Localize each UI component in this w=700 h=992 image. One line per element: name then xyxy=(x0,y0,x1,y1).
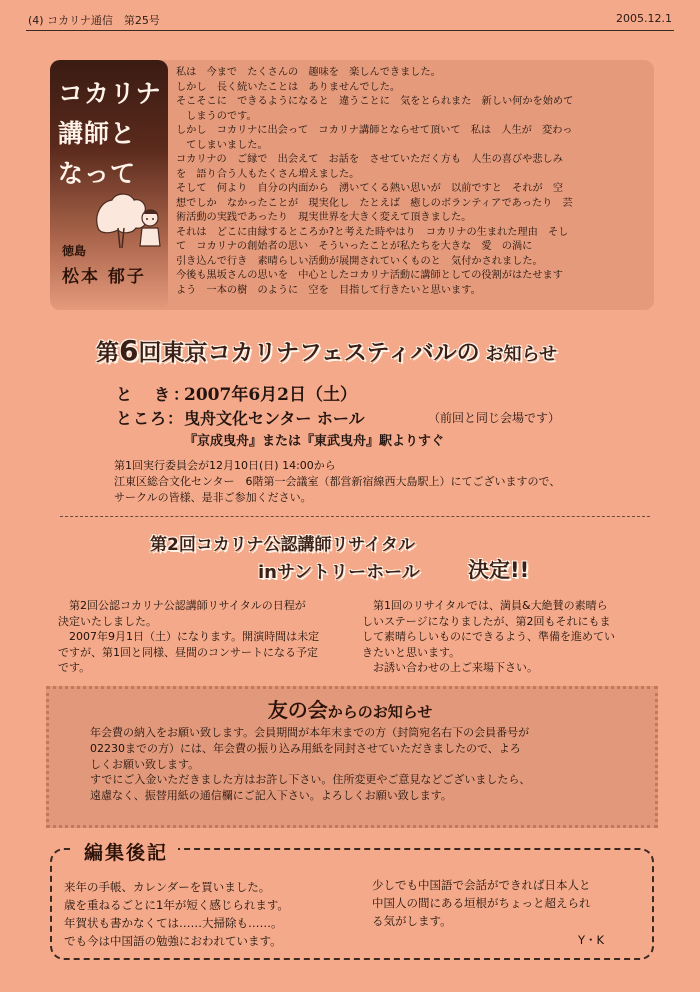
recital-left-column xyxy=(58,598,348,676)
friends-heading-main: 友の会 xyxy=(267,698,328,722)
editor-note-heading: 編集後記 xyxy=(74,838,178,865)
page-header-date: 2005.12.1 xyxy=(616,12,672,25)
essay-body xyxy=(176,66,648,298)
essay-title-line: コカリナ xyxy=(58,79,162,108)
essay-line: 私は 今まで たくさんの 趣味を 楽しんできました。 xyxy=(176,67,441,78)
committee-meeting-notice xyxy=(114,458,634,506)
recital-line: きたいと思います。 xyxy=(362,645,461,659)
recital-line: お誘い合わせの上ご来場下さい。 xyxy=(362,661,538,674)
editor-line: 少しでも中国語で会話ができれば日本人と xyxy=(372,878,591,892)
essay-title-line: 講師と xyxy=(58,119,137,148)
recital-right-column xyxy=(362,598,652,676)
friends-notice-heading xyxy=(0,694,700,723)
essay-title-line: なって xyxy=(58,159,137,188)
recital-line: ですが、第1回と同様、昼間のコンサートになる予定 xyxy=(58,645,318,659)
essay-title xyxy=(58,74,166,194)
essay-line: を 語り合う人もたくさん増えました。 xyxy=(176,168,360,180)
recital-heading: 第2回コカリナ公認講師リサイタル xyxy=(150,535,415,555)
editor-line: 年賀状も書かなくては……大掃除も……。 xyxy=(64,916,283,930)
friends-line: 02230までの方）には、年会費の振り込み用紙を同封させていただきましたので、よろ xyxy=(90,741,521,755)
essay-line: しまうのです。 xyxy=(176,110,257,122)
recital-line: しいステージになりましたが、第2回もそれにもま xyxy=(362,614,611,628)
essay-line: 今後も黒坂さんの思いを 中心としたコカリナ活動に講師としての役割がはたせます xyxy=(176,270,563,281)
essay-line: それは どこに由縁するところか?と考えた時やはり コカリナの生まれた理由 そし xyxy=(176,226,569,238)
recital-line: 2007年9月1日（土）になります。開演時間は未定 xyxy=(58,630,320,643)
recital-line: です。 xyxy=(58,661,91,674)
recital-line: 第1回のリサイタルでは、満員&大絶賛の素晴ら xyxy=(362,599,608,612)
child-with-tree-illustration xyxy=(92,188,168,254)
friends-line: 遠慮なく、振替用紙の通信欄にご記入下さい。よろしくお願い致します。 xyxy=(90,789,452,803)
meeting-line: 第1回実行委員会が12月10日(日) 14:00から xyxy=(114,459,336,472)
friends-line: すでにご入金いただきました方はお許し下さい。住所変更やご意見などございましたら、 xyxy=(90,773,531,787)
meeting-line: 江東区総合文化センター 6階第一会議室（都営新宿線西大島駅上）にてございますので、 xyxy=(114,475,561,488)
essay-line: てしまいました。 xyxy=(176,139,268,151)
author-name: 松本 郁子 xyxy=(62,267,146,287)
essay-line: そこそこに できるようになると 違うことに 気をとられまた 新しい何かを始めて xyxy=(176,96,574,107)
festival-heading xyxy=(96,334,557,367)
meeting-line: サークルの皆様、是非ご参加ください。 xyxy=(114,491,312,504)
header-divider xyxy=(26,30,674,31)
editor-line: 中国人の間にある垣根がちょっと超えられ xyxy=(372,896,591,910)
page-header-issue: (4) コカリナ通信 第25号 xyxy=(28,14,160,27)
essay-line: しかし 長く続いたことは ありませんでした。 xyxy=(176,81,401,93)
essay-line: 想でしか なかったことが 現実化し たとえば 癒しのボランティアであったり 芸 xyxy=(176,197,573,209)
event-date-label: と き： xyxy=(116,385,193,404)
editor-signature: Y・K xyxy=(578,933,605,947)
essay-line: そして 何より 自分の内面から 湧いてくる熱い思いが 以前ですと それが 空 xyxy=(176,183,564,194)
event-place-label: ところ： xyxy=(116,409,185,428)
essay-line: 術活動の実践であったり 現実世界を大きく変えて頂きました。 xyxy=(176,212,472,223)
editor-line: でも今は中国語の勉強におわれています。 xyxy=(64,934,282,948)
friends-heading-tail: からのお知らせ xyxy=(327,703,433,721)
recital-line: 第2回公認コカリナ公認講師リサイタルの日程が xyxy=(58,599,306,612)
friends-notice-body xyxy=(90,725,630,804)
festival-heading-tail: お知らせ xyxy=(485,344,558,365)
festival-heading-pre: 第 xyxy=(96,340,119,366)
event-place: 曳舟文化センター ホール xyxy=(184,409,365,428)
event-date: 2007年6月2日（土） xyxy=(184,385,357,405)
event-access: 『京成曳舟』または『東武曳舟』駅よりすぐ xyxy=(184,434,445,449)
recital-line: 決定いたしました。 xyxy=(58,614,157,628)
event-place-note: （前回と同じ会場です） xyxy=(428,411,561,425)
essay-line: コカリナの ご縁で 出会えて お話を させていただく方も 人生の喜びや悲しみ xyxy=(176,154,563,165)
essay-line: よう 一本の樹 のように 空を 目指して行きたいと思います。 xyxy=(176,284,481,296)
section-divider xyxy=(60,516,650,517)
editor-line: 歳を重ねるごとに1年が短く感じられます。 xyxy=(64,898,289,912)
festival-heading-number: 6 xyxy=(119,334,139,367)
friends-line: しくお願い致します。 xyxy=(90,757,200,771)
author-place: 徳島 xyxy=(62,244,87,258)
editor-line: 来年の手帳、カレンダーを買いました。 xyxy=(64,880,271,894)
essay-line: て コカリナの創始者の思い そういったことが私たちを大きな 愛 の渦に xyxy=(176,241,533,252)
editor-line: る気がします。 xyxy=(372,914,452,928)
recital-subheading: inサントリーホール xyxy=(258,562,420,583)
recital-decided-badge: 決定!! xyxy=(468,558,530,582)
essay-line: しかし コカリナに出会って コカリナ講師とならせて頂いて 私は 人生が 変わっ xyxy=(176,125,573,136)
festival-heading-main: 回東京コカリナフェスティバルの xyxy=(138,340,480,366)
editor-note-left xyxy=(64,878,289,950)
editor-note-right xyxy=(372,876,591,930)
essay-line: 引き込んで行き 素晴らしい活動が展開されていくものと 気付かされました。 xyxy=(176,255,543,267)
friends-line: 年会費の納入をお願い致します。会員期間が本年末までの方（封筒宛名右下の会員番号が xyxy=(90,726,530,739)
recital-line: して素晴らしいものにできるよう、準備を進めてい xyxy=(362,630,615,643)
